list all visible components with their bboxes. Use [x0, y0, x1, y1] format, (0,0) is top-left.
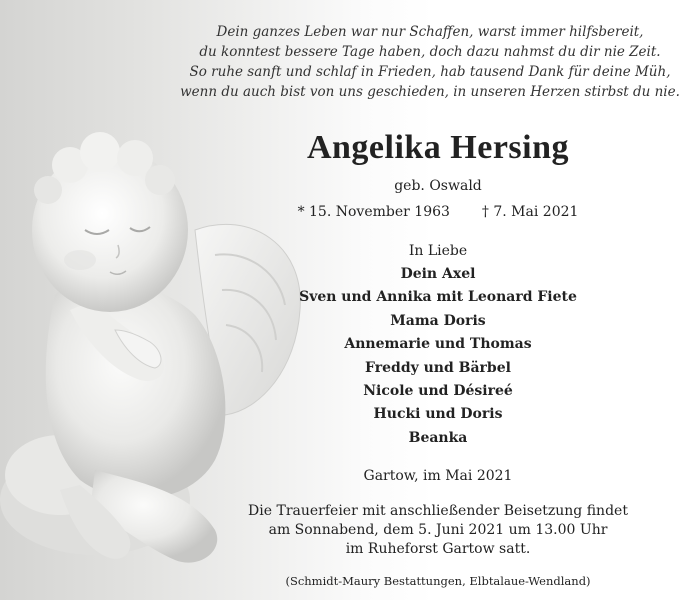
mourner-entry: Dein Axel [400, 266, 476, 282]
mourner-entry: Hucki und Doris [373, 406, 503, 423]
funeral-notice [248, 502, 628, 559]
poem [170, 22, 690, 102]
poem-line: Dein ganzes Leben war nur Schaffen, warst immer hilfsbereit, [216, 24, 644, 40]
mourner-entry: Mama Doris [390, 312, 486, 329]
undertaker-credit: (Schmidt-Maury Bestattungen, Elbtalaue-Wendland) [285, 574, 591, 589]
poem-line: wenn du auch bist von uns geschieden, in unseren Herzen stirbst du nie. [180, 84, 680, 100]
mourner-entry: Annemarie und Thomas [344, 336, 532, 353]
maiden-name: geb. Oswald [394, 178, 482, 194]
mourner-entry: Nicole und Désireé [363, 383, 513, 400]
funeral-line: im Ruheforst Gartow satt. [345, 541, 531, 558]
funeral-line: am Sonnabend, dem 5. Juni 2021 um 13.00 Uhr [268, 522, 608, 539]
funeral-line: Die Trauerfeier mit anschließender Beisetzung findet [248, 503, 628, 520]
mourner-entry: Freddy und Bärbel [365, 359, 511, 376]
poem-line: du konntest bessere Tage haben, doch dazu nahmst du dir nie Zeit. [199, 44, 661, 60]
death-date: † 7. Mai 2021 [481, 204, 579, 220]
obituary-content [248, 128, 628, 589]
mourner-entry: Beanka [408, 429, 468, 446]
mourners-list [248, 263, 628, 450]
place-date: Gartow, im Mai 2021 [363, 468, 513, 485]
life-dates [248, 202, 628, 222]
mourner-entry: Sven und Annika mit Leonard Fiete [299, 289, 577, 306]
deceased-name: Angelika Hersing [306, 129, 570, 166]
birth-date: * 15. November 1963 [297, 204, 450, 220]
poem-line: So ruhe sanft und schlaf in Frieden, hab tausend Dank für deine Müh, [189, 64, 671, 80]
in-love-intro: In Liebe [408, 243, 468, 259]
